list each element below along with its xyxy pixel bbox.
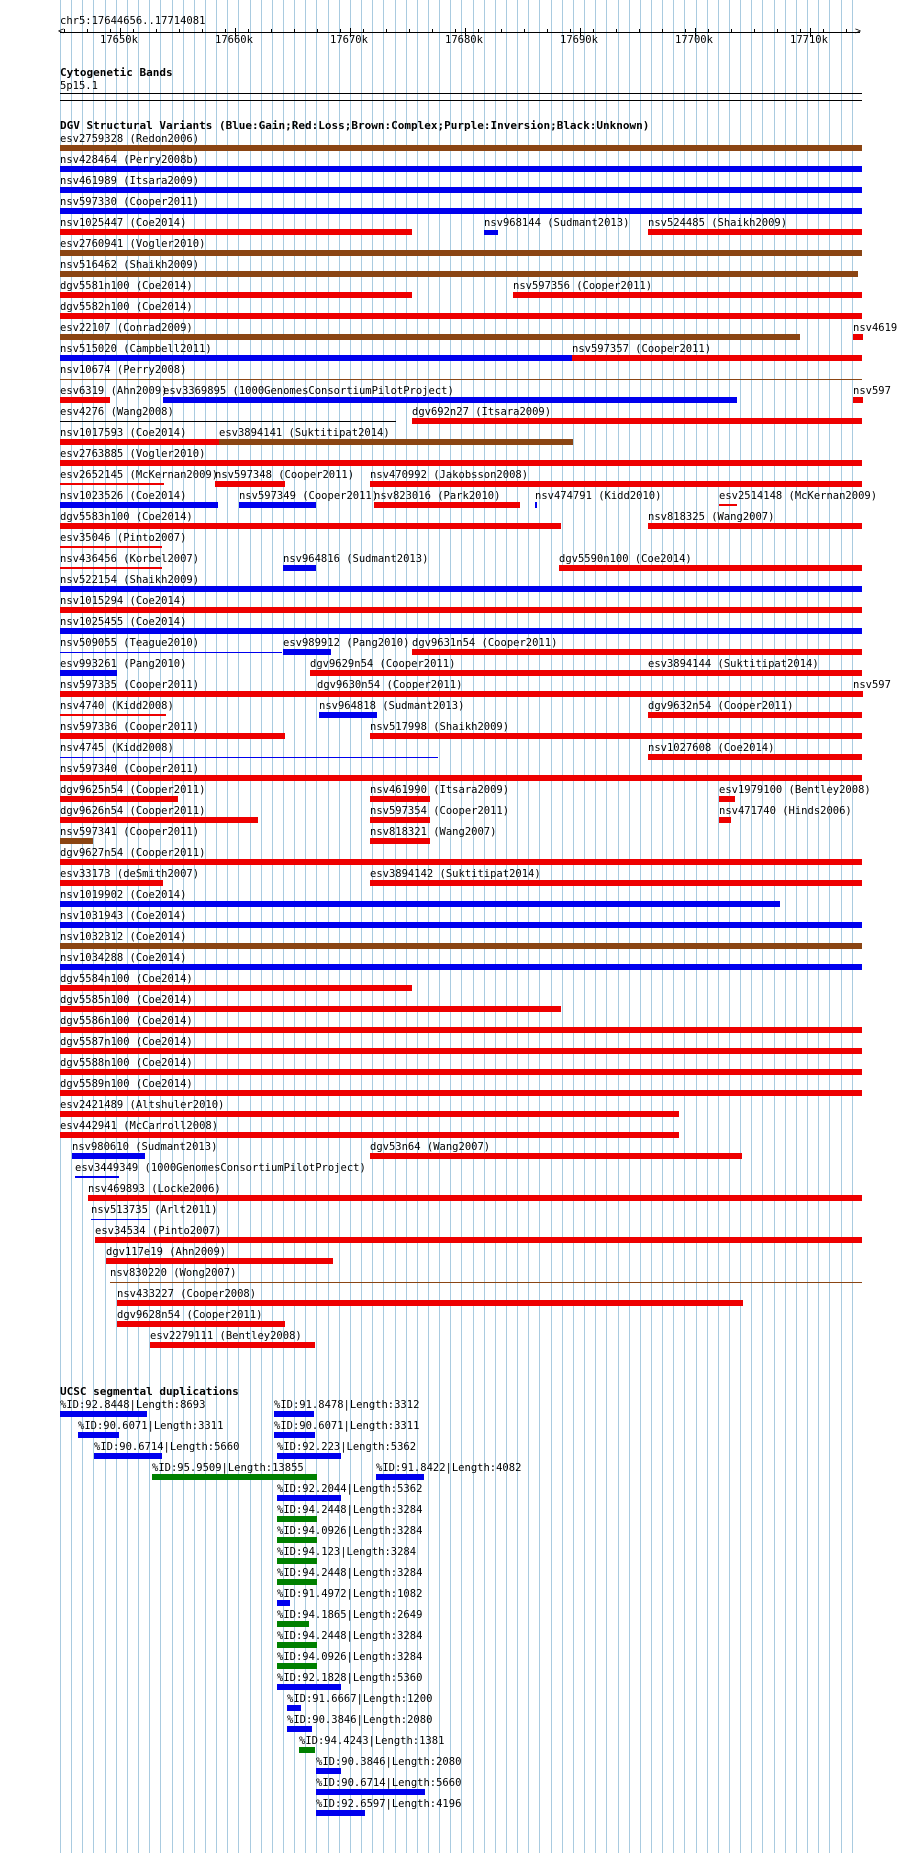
dgv-feature-label: dgv9631n54 (Cooper2011)	[412, 637, 558, 649]
ruler-minor-tick	[432, 29, 433, 33]
segdup-feature-label: %ID:91.6667|Length:1200	[287, 1693, 433, 1705]
segdup-feature-label: %ID:95.9509|Length:13855	[152, 1462, 304, 1474]
dgv-feature-bar[interactable]	[215, 481, 285, 487]
dgv-feature-bar[interactable]	[60, 334, 800, 340]
dgv-feature-label: dgv5586n100 (Coe2014)	[60, 1015, 193, 1027]
dgv-feature-bar[interactable]	[283, 649, 331, 655]
dgv-feature-label: esv442941 (McCarroll2008)	[60, 1120, 219, 1132]
segdup-feature-label: %ID:90.6714|Length:5660	[316, 1777, 462, 1789]
dgv-feature-label: nsv597340 (Cooper2011)	[60, 763, 200, 775]
ruler-minor-tick	[409, 29, 410, 33]
dgv-feature-label: dgv692n27 (Itsara2009)	[412, 406, 552, 418]
dgv-feature-bar[interactable]	[60, 901, 780, 907]
dgv-feature-label: dgv117e19 (Ahn2009)	[106, 1246, 227, 1258]
dgv-feature-label: dgv9626n54 (Cooper2011)	[60, 805, 206, 817]
ruler-tick-label: 17710k	[790, 34, 828, 46]
dgv-feature-label: nsv968144 (Sudmant2013)	[484, 217, 630, 229]
dgv-feature-bar[interactable]	[60, 1069, 862, 1075]
dgv-feature-label: esv2759328 (Redon2006)	[60, 133, 200, 145]
dgv-feature-label: dgv9630n54 (Cooper2011)	[317, 679, 463, 691]
ruler-minor-tick	[225, 29, 226, 33]
ruler-minor-tick	[202, 29, 203, 33]
dgv-feature-bar[interactable]	[60, 421, 396, 422]
segdup-feature-label: %ID:94.2448|Length:3284	[277, 1567, 423, 1579]
segdup-feature-label: %ID:91.8422|Length:4082	[376, 1462, 522, 1474]
ruler-minor-tick	[386, 29, 387, 33]
dgv-feature-label: nsv516462 (Shaikh2009)	[60, 259, 200, 271]
dgv-feature-label: nsv597336 (Cooper2011)	[60, 721, 200, 733]
ruler-minor-tick	[501, 29, 502, 33]
dgv-feature-label: nsv597349 (Cooper2011)	[239, 490, 379, 502]
dgv-feature-bar[interactable]	[60, 483, 164, 485]
dgv-feature-label: nsv524485 (Shaikh2009)	[648, 217, 788, 229]
dgv-feature-bar[interactable]	[219, 439, 573, 445]
segdup-feature-bar[interactable]	[277, 1516, 317, 1522]
segdup-feature-bar[interactable]	[277, 1684, 341, 1690]
dgv-feature-bar[interactable]	[484, 230, 498, 235]
dgv-feature-label: dgv5581n100 (Coe2014)	[60, 280, 193, 292]
dgv-feature-bar[interactable]	[60, 607, 862, 613]
ruler-minor-tick	[547, 29, 548, 33]
dgv-feature-label: dgv5587n100 (Coe2014)	[60, 1036, 193, 1048]
dgv-feature-bar[interactable]	[60, 714, 166, 716]
segdup-feature-label: %ID:91.4972|Length:1082	[277, 1588, 423, 1600]
dgv-feature-bar[interactable]	[60, 208, 862, 214]
segdup-feature-bar[interactable]	[277, 1558, 317, 1564]
segdup-feature-label: %ID:92.1828|Length:5360	[277, 1672, 423, 1684]
dgv-feature-label: nsv597	[853, 385, 891, 397]
dgv-feature-label: nsv597335 (Cooper2011)	[60, 679, 200, 691]
ruler-left-arrow-icon: <	[58, 26, 65, 37]
segdup-feature-bar[interactable]	[277, 1453, 341, 1459]
dgv-feature-bar[interactable]	[648, 229, 862, 235]
dgv-feature-label: esv989912 (Pang2010)	[283, 637, 410, 649]
ruler-minor-tick	[800, 29, 801, 33]
dgv-feature-bar[interactable]	[374, 502, 520, 508]
segdup-track-title: UCSC segmental duplications	[60, 1385, 239, 1398]
dgv-feature-label: nsv597348 (Cooper2011)	[215, 469, 355, 481]
dgv-feature-label: nsv818321 (Wang2007)	[370, 826, 497, 838]
dgv-feature-label: dgv5589n100 (Coe2014)	[60, 1078, 193, 1090]
ruler-minor-tick	[110, 29, 111, 33]
segdup-feature-bar[interactable]	[78, 1432, 119, 1438]
ruler-minor-tick	[616, 29, 617, 33]
segdup-feature-label: %ID:94.2448|Length:3284	[277, 1504, 423, 1516]
dgv-feature-bar[interactable]	[60, 250, 862, 256]
dgv-feature-label: nsv597341 (Cooper2011)	[60, 826, 200, 838]
segdup-feature-label: %ID:92.8448|Length:8693	[60, 1399, 206, 1411]
dgv-feature-label: nsv1023526 (Coe2014)	[60, 490, 187, 502]
dgv-feature-label: nsv1027608 (Coe2014)	[648, 742, 775, 754]
ruler-minor-tick	[271, 29, 272, 33]
dgv-feature-bar[interactable]	[88, 1195, 862, 1201]
segdup-feature-bar[interactable]	[299, 1747, 315, 1753]
ruler-minor-tick	[662, 29, 663, 33]
dgv-feature-bar[interactable]	[60, 1048, 862, 1054]
dgv-feature-bar[interactable]	[370, 817, 430, 823]
dgv-feature-bar[interactable]	[60, 817, 258, 823]
dgv-feature-label: dgv9625n54 (Cooper2011)	[60, 784, 206, 796]
dgv-feature-label: nsv513735 (Arlt2011)	[91, 1204, 218, 1216]
segdup-feature-bar[interactable]	[316, 1789, 425, 1795]
dgv-feature-bar[interactable]	[60, 355, 572, 361]
dgv-feature-label: esv34534 (Pinto2007)	[95, 1225, 222, 1237]
dgv-feature-label: esv22107 (Conrad2009)	[60, 322, 193, 334]
dgv-feature-label: nsv515020 (Campbell2011)	[60, 343, 212, 355]
dgv-feature-label: esv2514148 (McKernan2009)	[719, 490, 878, 502]
segdup-feature-bar[interactable]	[277, 1537, 317, 1543]
dgv-feature-bar[interactable]	[60, 502, 218, 508]
dgv-feature-bar[interactable]	[60, 460, 862, 466]
cytoband-line-bottom	[60, 100, 862, 101]
dgv-feature-bar[interactable]	[60, 313, 862, 319]
dgv-feature-bar[interactable]	[75, 1176, 119, 1178]
dgv-feature-bar[interactable]	[60, 145, 862, 151]
dgv-feature-label: nsv980610 (Sudmant2013)	[72, 1141, 218, 1153]
segdup-feature-bar[interactable]	[316, 1810, 365, 1816]
dgv-feature-label: esv3894144 (Suktitipat2014)	[648, 658, 819, 670]
dgv-feature-label: esv3894141 (Suktitipat2014)	[219, 427, 390, 439]
dgv-feature-label: dgv5590n100 (Coe2014)	[559, 553, 692, 565]
dgv-feature-bar[interactable]	[853, 397, 863, 403]
dgv-feature-label: nsv1031943 (Coe2014)	[60, 910, 187, 922]
ruler-minor-tick	[846, 29, 847, 33]
dgv-feature-bar[interactable]	[60, 628, 862, 634]
ruler-minor-tick	[685, 29, 686, 33]
dgv-feature-label: nsv474791 (Kidd2010)	[535, 490, 662, 502]
ruler-minor-tick	[294, 29, 295, 33]
dgv-feature-bar[interactable]	[60, 796, 178, 802]
dgv-feature-bar[interactable]	[317, 691, 743, 697]
ruler-tick-label: 17690k	[560, 34, 598, 46]
dgv-feature-label: esv2763885 (Vogler2010)	[60, 448, 206, 460]
dgv-feature-bar[interactable]	[60, 964, 862, 970]
dgv-feature-bar[interactable]	[60, 439, 220, 445]
dgv-feature-bar[interactable]	[60, 1111, 679, 1117]
dgv-feature-bar[interactable]	[163, 397, 737, 403]
dgv-feature-label: nsv597	[853, 679, 891, 691]
ruler-minor-tick	[639, 29, 640, 33]
segdup-feature-bar[interactable]	[94, 1453, 162, 1459]
ruler-minor-tick	[179, 29, 180, 33]
ruler-minor-tick	[754, 29, 755, 33]
ruler-tick-label: 17700k	[675, 34, 713, 46]
dgv-feature-bar[interactable]	[370, 733, 862, 739]
dgv-feature-bar[interactable]	[412, 649, 862, 655]
dgv-feature-bar[interactable]	[719, 817, 731, 823]
dgv-feature-bar[interactable]	[60, 838, 93, 844]
ruler-minor-tick	[317, 29, 318, 33]
segdup-feature-bar[interactable]	[277, 1621, 309, 1627]
dgv-feature-bar[interactable]	[370, 796, 430, 802]
ruler-minor-tick	[823, 29, 824, 33]
dgv-feature-bar[interactable]	[60, 733, 285, 739]
dgv-feature-label: esv3894142 (Suktitipat2014)	[370, 868, 541, 880]
segdup-feature-label: %ID:90.3846|Length:2080	[316, 1756, 462, 1768]
dgv-feature-bar[interactable]	[853, 334, 863, 340]
segdup-feature-bar[interactable]	[152, 1474, 317, 1480]
dgv-track-title: DGV Structural Variants (Blue:Gain;Red:Loss;Brown:Complex;Purple:Inversion;Black:Unknown)	[60, 119, 650, 132]
ruler-tick-label: 17650k	[100, 34, 138, 46]
dgv-feature-bar[interactable]	[60, 943, 862, 949]
dgv-feature-bar[interactable]	[150, 1342, 315, 1348]
segdup-feature-label: %ID:94.2448|Length:3284	[277, 1630, 423, 1642]
segdup-feature-label: %ID:94.0926|Length:3284	[277, 1525, 423, 1537]
dgv-feature-label: dgv5582n100 (Coe2014)	[60, 301, 193, 313]
dgv-feature-bar[interactable]	[239, 502, 316, 508]
dgv-feature-bar[interactable]	[72, 1153, 145, 1159]
segdup-feature-label: %ID:92.6597|Length:4196	[316, 1798, 462, 1810]
dgv-feature-label: nsv4619	[853, 322, 897, 334]
segdup-feature-label: %ID:90.6071|Length:3311	[78, 1420, 224, 1432]
dgv-feature-label: dgv5584n100 (Coe2014)	[60, 973, 193, 985]
dgv-feature-bar[interactable]	[310, 670, 862, 676]
dgv-feature-label: nsv4745 (Kidd2008)	[60, 742, 174, 754]
dgv-feature-label: nsv10674 (Perry2008)	[60, 364, 187, 376]
dgv-feature-bar[interactable]	[60, 379, 862, 380]
dgv-feature-label: nsv1019902 (Coe2014)	[60, 889, 187, 901]
dgv-feature-label: nsv1025447 (Coe2014)	[60, 217, 187, 229]
segdup-feature-bar[interactable]	[376, 1474, 424, 1480]
dgv-feature-bar[interactable]	[370, 481, 862, 487]
dgv-feature-label: nsv461990 (Itsara2009)	[370, 784, 510, 796]
segdup-feature-label: %ID:90.6714|Length:5660	[94, 1441, 240, 1453]
dgv-feature-bar[interactable]	[370, 880, 862, 886]
segdup-feature-bar[interactable]	[316, 1768, 341, 1774]
dgv-feature-label: nsv1017593 (Coe2014)	[60, 427, 187, 439]
segdup-feature-label: %ID:94.123|Length:3284	[277, 1546, 417, 1558]
ruler-minor-tick	[87, 29, 88, 33]
ruler-tick-label: 17670k	[330, 34, 368, 46]
dgv-feature-bar[interactable]	[370, 1153, 742, 1159]
segdup-feature-bar[interactable]	[287, 1726, 312, 1732]
dgv-feature-label: nsv1015294 (Coe2014)	[60, 595, 187, 607]
segdup-feature-label: %ID:92.2044|Length:5362	[277, 1483, 423, 1495]
dgv-feature-label: esv3369895 (1000GenomesConsortiumPilotProject)	[163, 385, 454, 397]
dgv-feature-label: nsv471740 (Hinds2006)	[719, 805, 852, 817]
dgv-feature-label: esv2279111 (Bentley2008)	[150, 1330, 302, 1342]
dgv-feature-label: dgv9627n54 (Cooper2011)	[60, 847, 206, 859]
cytoband-track-title: Cytogenetic Bands	[60, 66, 173, 79]
segdup-feature-bar[interactable]	[277, 1663, 317, 1669]
dgv-feature-bar[interactable]	[60, 652, 282, 653]
cytoband-line-top	[60, 93, 862, 94]
dgv-feature-bar[interactable]	[319, 712, 377, 718]
dgv-feature-label: nsv1025455 (Coe2014)	[60, 616, 187, 628]
segdup-feature-bar[interactable]	[60, 1411, 147, 1417]
ruler-axis	[60, 32, 860, 33]
dgv-feature-bar[interactable]	[60, 187, 862, 193]
ruler-minor-tick	[248, 29, 249, 33]
dgv-feature-label: nsv964816 (Sudmant2013)	[283, 553, 429, 565]
dgv-feature-bar[interactable]	[60, 229, 412, 235]
dgv-feature-label: nsv517998 (Shaikh2009)	[370, 721, 510, 733]
segdup-feature-bar[interactable]	[277, 1642, 317, 1648]
dgv-feature-label: nsv964818 (Sudmant2013)	[319, 700, 465, 712]
dgv-feature-label: dgv53n64 (Wang2007)	[370, 1141, 491, 1153]
dgv-feature-label: nsv436456 (Korbel2007)	[60, 553, 200, 565]
dgv-feature-bar[interactable]	[513, 292, 862, 298]
dgv-feature-label: dgv5583n100 (Coe2014)	[60, 511, 193, 523]
dgv-feature-bar[interactable]	[60, 775, 862, 781]
ruler-minor-tick	[156, 29, 157, 33]
dgv-feature-label: nsv1032312 (Coe2014)	[60, 931, 187, 943]
dgv-feature-bar[interactable]	[719, 504, 737, 506]
ruler-right-arrow-icon: >	[855, 26, 862, 37]
dgv-feature-bar[interactable]	[370, 838, 430, 844]
segdup-feature-label: %ID:90.3846|Length:2080	[287, 1714, 433, 1726]
ruler-minor-tick	[455, 29, 456, 33]
dgv-feature-bar[interactable]	[60, 1027, 862, 1033]
dgv-feature-bar[interactable]	[60, 546, 162, 548]
dgv-feature-label: nsv461989 (Itsara2009)	[60, 175, 200, 187]
dgv-feature-bar[interactable]	[60, 757, 438, 758]
dgv-feature-label: dgv5588n100 (Coe2014)	[60, 1057, 193, 1069]
dgv-feature-label: nsv469893 (Locke2006)	[88, 1183, 221, 1195]
segdup-feature-bar[interactable]	[277, 1579, 317, 1585]
dgv-feature-label: nsv433227 (Cooper2008)	[117, 1288, 257, 1300]
dgv-feature-bar[interactable]	[60, 397, 110, 403]
dgv-feature-bar[interactable]	[283, 565, 316, 571]
dgv-feature-bar[interactable]	[60, 567, 162, 569]
segdup-feature-bar[interactable]	[274, 1411, 314, 1417]
dgv-feature-bar[interactable]	[95, 1237, 862, 1243]
dgv-feature-label: nsv1034288 (Coe2014)	[60, 952, 187, 964]
dgv-feature-bar[interactable]	[60, 586, 862, 592]
dgv-feature-label: dgv9632n54 (Cooper2011)	[648, 700, 794, 712]
ruler-minor-tick	[593, 29, 594, 33]
segdup-feature-bar[interactable]	[274, 1432, 315, 1438]
dgv-feature-label: esv2760941 (Vogler2010)	[60, 238, 206, 250]
dgv-feature-bar[interactable]	[60, 292, 412, 298]
ruler-tick-label: 17680k	[445, 34, 483, 46]
dgv-feature-label: nsv597356 (Cooper2011)	[513, 280, 653, 292]
segdup-feature-label: %ID:91.8478|Length:3312	[274, 1399, 420, 1411]
dgv-feature-label: esv2652145 (McKernan2009)	[60, 469, 219, 481]
ruler-minor-tick	[708, 29, 709, 33]
dgv-feature-label: esv33173 (deSmith2007)	[60, 868, 200, 880]
dgv-feature-bar[interactable]	[60, 1006, 561, 1012]
ruler-minor-tick	[340, 29, 341, 33]
dgv-feature-bar[interactable]	[559, 565, 862, 571]
segdup-feature-label: %ID:94.1865|Length:2649	[277, 1609, 423, 1621]
dgv-feature-bar[interactable]	[91, 1219, 150, 1220]
segdup-feature-label: %ID:92.223|Length:5362	[277, 1441, 417, 1453]
dgv-feature-bar[interactable]	[60, 880, 163, 886]
ruler-minor-tick	[524, 29, 525, 33]
dgv-feature-bar[interactable]	[60, 922, 862, 928]
dgv-feature-bar[interactable]	[60, 1090, 862, 1096]
ruler-tick-label: 17660k	[215, 34, 253, 46]
dgv-feature-bar[interactable]	[60, 166, 862, 172]
ruler-minor-tick	[133, 29, 134, 33]
dgv-feature-label: nsv597357 (Cooper2011)	[572, 343, 712, 355]
cytoband-label: 5p15.1	[60, 80, 98, 92]
dgv-feature-bar[interactable]	[853, 691, 863, 697]
dgv-feature-label: dgv9628n54 (Cooper2011)	[117, 1309, 263, 1321]
dgv-feature-label: nsv509055 (Teague2010)	[60, 637, 200, 649]
dgv-feature-label: esv993261 (Pang2010)	[60, 658, 187, 670]
dgv-feature-bar[interactable]	[412, 418, 862, 424]
dgv-feature-bar[interactable]	[60, 271, 858, 277]
position-label: chr5:17644656..17714081	[60, 15, 206, 27]
dgv-feature-bar[interactable]	[117, 1321, 285, 1327]
dgv-feature-bar[interactable]	[117, 1300, 743, 1306]
dgv-feature-bar[interactable]	[572, 355, 862, 361]
dgv-feature-bar[interactable]	[106, 1258, 333, 1264]
dgv-feature-label: esv1979100 (Bentley2008)	[719, 784, 871, 796]
dgv-feature-bar[interactable]	[60, 523, 561, 529]
ruler-minor-tick	[478, 29, 479, 33]
segdup-feature-label: %ID:90.6071|Length:3311	[274, 1420, 420, 1432]
ruler-minor-tick	[570, 29, 571, 33]
dgv-feature-label: dgv5585n100 (Coe2014)	[60, 994, 193, 1006]
dgv-feature-bar[interactable]	[719, 796, 735, 802]
ruler-minor-tick	[777, 29, 778, 33]
segdup-feature-bar[interactable]	[287, 1705, 301, 1711]
segdup-feature-bar[interactable]	[277, 1600, 290, 1606]
segdup-feature-label: %ID:94.0926|Length:3284	[277, 1651, 423, 1663]
dgv-feature-label: dgv9629n54 (Cooper2011)	[310, 658, 456, 670]
dgv-feature-label: nsv470992 (Jakobsson2008)	[370, 469, 529, 481]
dgv-feature-label: esv6319 (Ahn2009)	[60, 385, 168, 397]
dgv-feature-label: esv2421489 (Altshuler2010)	[60, 1099, 225, 1111]
dgv-feature-label: nsv428464 (Perry2008b)	[60, 154, 200, 166]
dgv-feature-label: nsv830220 (Wong2007)	[110, 1267, 237, 1279]
dgv-feature-bar[interactable]	[648, 712, 862, 718]
ruler-minor-tick	[731, 29, 732, 33]
segdup-feature-label: %ID:94.4243|Length:1381	[299, 1735, 445, 1747]
dgv-feature-bar[interactable]	[60, 985, 412, 991]
dgv-feature-label: esv35046 (Pinto2007)	[60, 532, 187, 544]
dgv-feature-bar[interactable]	[60, 670, 117, 676]
dgv-feature-bar[interactable]	[60, 859, 862, 865]
dgv-feature-label: nsv4740 (Kidd2008)	[60, 700, 174, 712]
dgv-feature-label: nsv823016 (Park2010)	[374, 490, 501, 502]
dgv-feature-label: nsv818325 (Wang2007)	[648, 511, 775, 523]
dgv-feature-label: esv3449349 (1000GenomesConsortiumPilotProject)	[75, 1162, 366, 1174]
dgv-feature-bar[interactable]	[110, 1282, 862, 1283]
ruler-minor-tick	[64, 29, 65, 33]
segdup-feature-bar[interactable]	[277, 1495, 341, 1501]
dgv-feature-bar[interactable]	[535, 502, 537, 508]
dgv-feature-bar[interactable]	[648, 670, 649, 676]
dgv-feature-label: esv4276 (Wang2008)	[60, 406, 174, 418]
dgv-feature-label: nsv597330 (Cooper2011)	[60, 196, 200, 208]
dgv-feature-bar[interactable]	[648, 523, 862, 529]
dgv-feature-bar[interactable]	[60, 1132, 679, 1138]
dgv-feature-label: nsv597354 (Cooper2011)	[370, 805, 510, 817]
dgv-feature-label: nsv522154 (Shaikh2009)	[60, 574, 200, 586]
dgv-feature-bar[interactable]	[648, 754, 862, 760]
ruler-minor-tick	[363, 29, 364, 33]
